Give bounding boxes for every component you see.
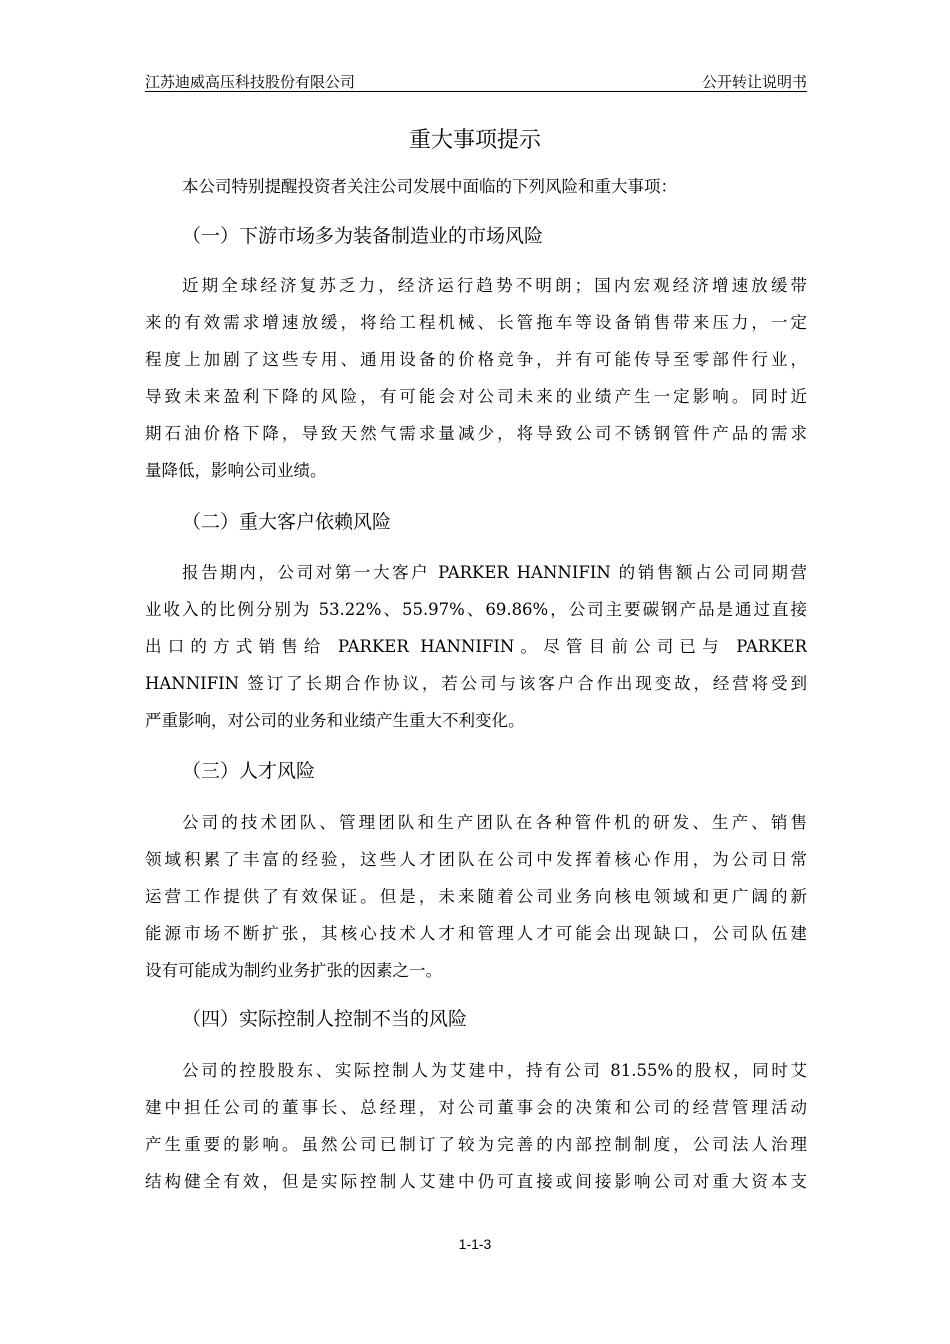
paragraph-line: 产生重要的影响。虽然公司已制订了较为完善的内部控制制度，公司法人治理 [145, 1135, 807, 1154]
paragraph-line: 公司的控股股东、实际控制人为艾建中，持有公司 81.55%的股权，同时艾 [182, 1061, 807, 1080]
header-company: 江苏迪威高压科技股份有限公司 [145, 73, 356, 91]
paragraph-line: 结构健全有效，但是实际控制人艾建中仍可直接或间接影响公司对重大资本支 [145, 1172, 807, 1191]
paragraph-line: 程度上加剧了这些专用、通用设备的价格竞争，并有可能传导至零部件行业， [145, 350, 807, 369]
header-doc-type: 公开转让说明书 [701, 73, 807, 91]
page-title: 重大事项提示 [408, 128, 541, 153]
paragraph-line: 能源市场不断扩张，其核心技术人才和管理人才可能会出现缺口，公司队伍建 [145, 924, 807, 943]
paragraph-line: 报告期内，公司对第一大客户 PARKER HANNIFIN 的销售额占公司同期营 [182, 563, 807, 582]
paragraph-line: 出口的方式销售给 PARKER HANNIFIN。尽管目前公司已与 PARKER [145, 637, 807, 656]
section-heading-1: （一）下游市场多为装备制造业的市场风险 [182, 225, 544, 247]
header-rule [145, 91, 807, 92]
section-paragraph-3 [145, 804, 807, 989]
section-paragraph-2 [145, 554, 807, 739]
intro-text: 本公司特别提醒投资者关注公司发展中面临的下列风险和重大事项： [182, 177, 677, 196]
paragraph-line: 公司的技术团队、管理团队和生产团队在各种管件机的研发、生产、销售 [182, 813, 807, 832]
paragraph-line: 量降低，影响公司业绩。 [145, 461, 327, 480]
paragraph-line: 导致未来盈利下降的风险，有可能会对公司未来的业绩产生一定影响。同时近 [145, 387, 807, 406]
paragraph-line: 来的有效需求增速放缓，将给工程机械、长管拖车等设备销售带来压力，一定 [145, 313, 807, 332]
section-heading-3: （三）人才风险 [182, 760, 316, 782]
paragraph-line: 运营工作提供了有效保证。但是，未来随着公司业务向核电领域和更广阔的新 [145, 887, 807, 906]
section-paragraph-1 [145, 267, 807, 489]
paragraph-line: 领域积累了丰富的经验，这些人才团队在公司中发挥着核心作用，为公司日常 [145, 850, 807, 869]
paragraph-line: 建中担任公司的董事长、总经理，对公司董事会的决策和公司的经营管理活动 [145, 1098, 807, 1117]
section-heading-4: （四）实际控制人控制不当的风险 [182, 1008, 468, 1030]
paragraph-line: 近期全球经济复苏乏力，经济运行趋势不明朗；国内宏观经济增速放缓带 [182, 276, 807, 295]
section-heading-2: （二）重大客户依赖风险 [182, 511, 392, 533]
paragraph-line: 期石油价格下降，导致天然气需求量减少，将导致公司不锈钢管件产品的需求 [145, 424, 807, 443]
page-header [145, 66, 807, 92]
paragraph-line: 设有可能成为制约业务扩张的因素之一。 [145, 961, 442, 980]
page-number: 1-1-3 [458, 1236, 492, 1252]
paragraph-line: 业收入的比例分别为 53.22%、55.97%、69.86%，公司主要碳钢产品是通过直接 [145, 600, 807, 619]
paragraph-line: 严重影响，对公司的业务和业绩产生重大不利变化。 [145, 711, 525, 730]
section-paragraph-4 [145, 1052, 807, 1200]
paragraph-line: HANNIFIN 签订了长期合作协议，若公司与该客户合作出现变故，经营将受到 [145, 674, 807, 693]
